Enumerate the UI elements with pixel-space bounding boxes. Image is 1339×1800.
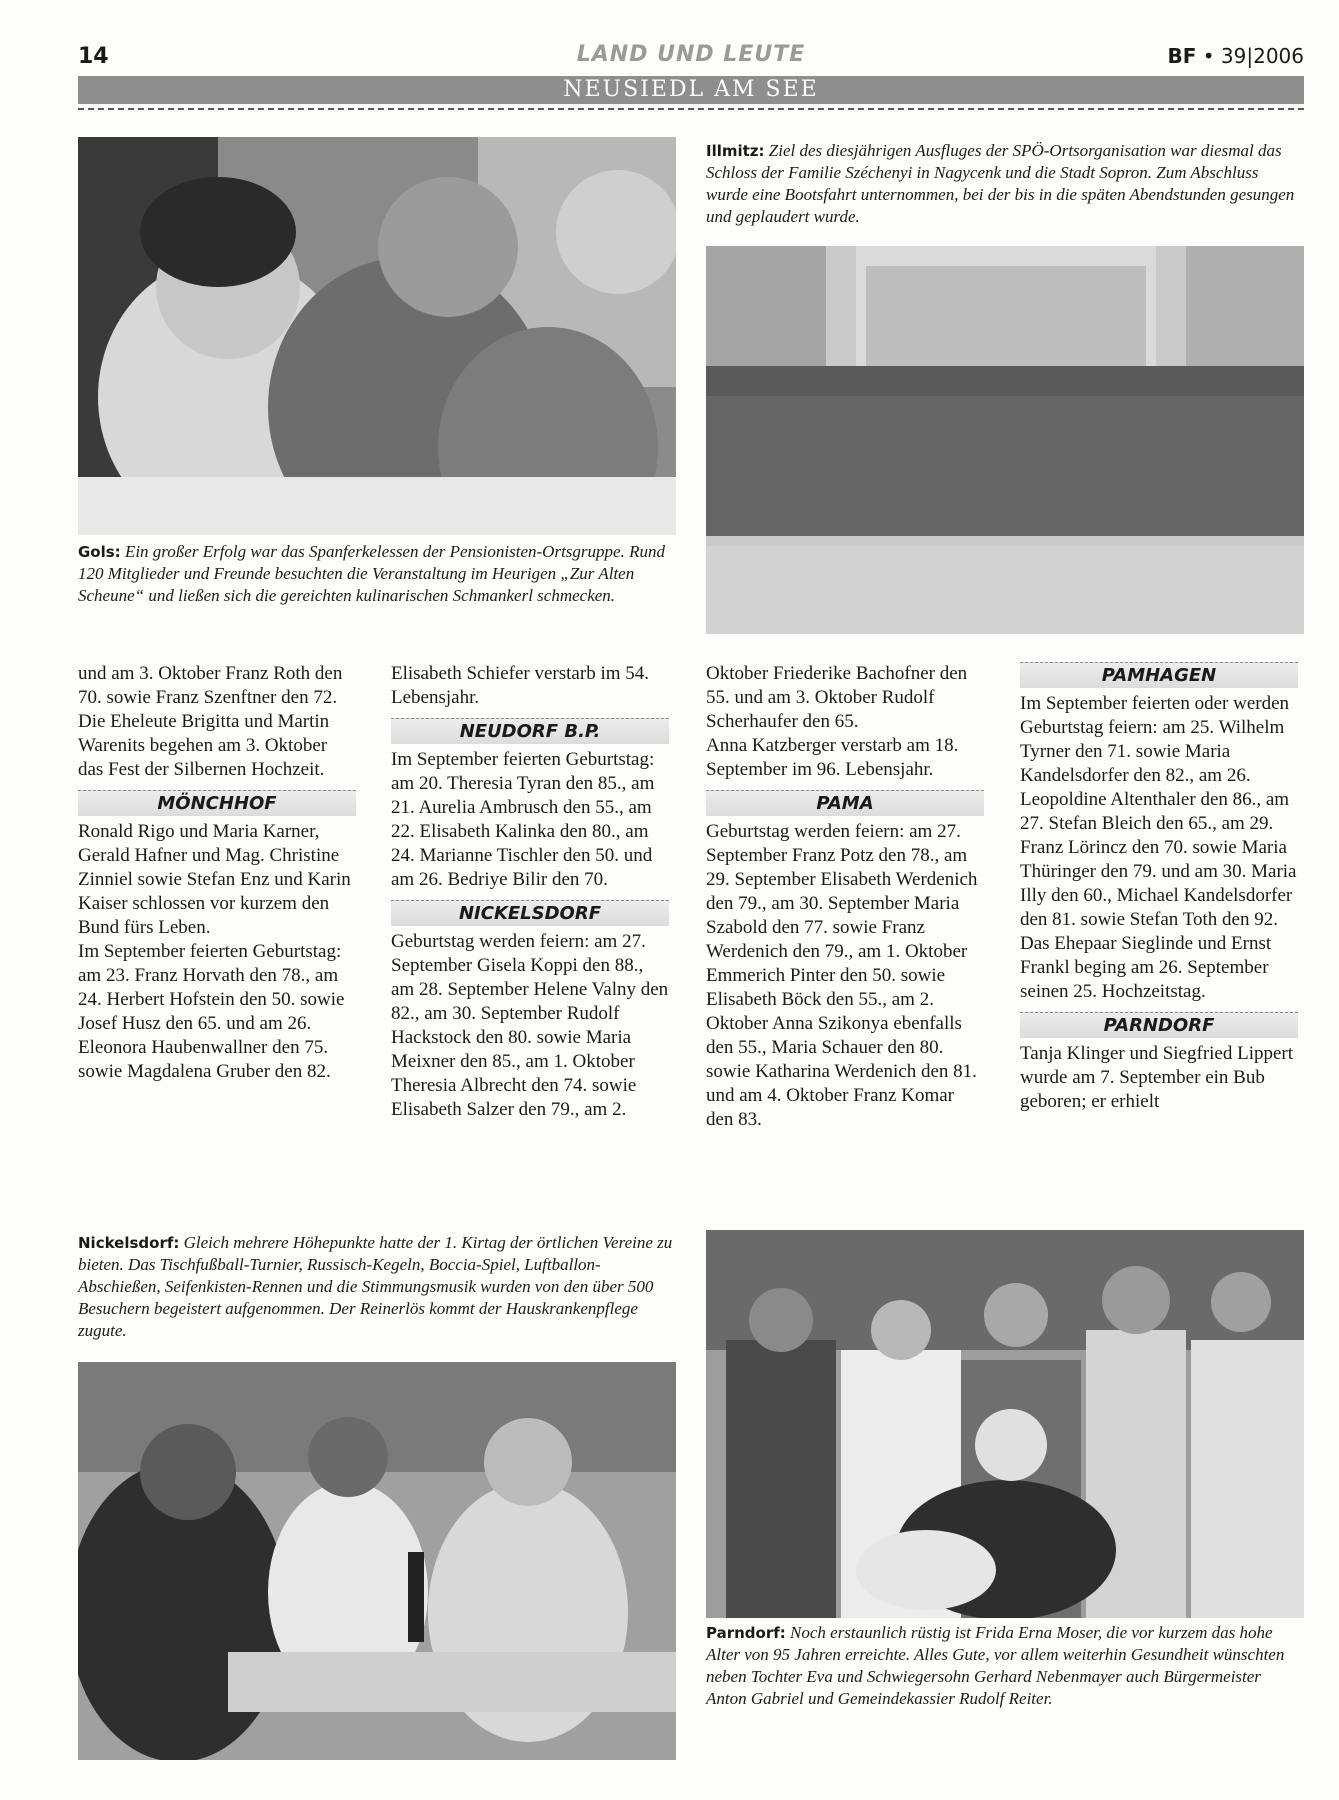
caption-text: Noch erstaunlich rüstig ist Frida Erna Moser, die vor kurzem das hohe Alter von 95 Jahren erreichte. Alles Gute, vor allem weiterhin Gesundheit wünschten neben Tochter Eva und Schwiegersohn Gerhard Nebenmayer auch Bürgermeister Anton Gabriel und Gemeindekassier Rudolf Reiter. [706, 1623, 1285, 1708]
section-title: LAND UND LEUTE [576, 42, 806, 67]
paragraph: Geburtstag werden feiern: am 27. September Gisela Koppi den 88., am 28. September Helene Valny den 82., am 30. September Rudolf Hackstock den 80. sowie Maria Meixner den 85., am 1. Oktober Theresia Albrecht den 74. sowie Elisabeth Salzer den 79., am 2. [391, 931, 669, 1120]
heading-nickelsdorf: NICKELSDORF [391, 900, 669, 926]
heading-parndorf: PARNDORF [1020, 1012, 1298, 1038]
gols-photo [78, 137, 676, 535]
paragraph: Anna Katzberger verstarb am 18. September im 96. Lebensjahr. [706, 735, 959, 780]
illmitz-caption [706, 140, 1304, 228]
caption-text: Gleich mehrere Höhepunkte hatte der 1. Kirtag der örtlichen Vereine zu bieten. Das Tischfußball-Turnier, Russisch-Kegeln, Boccia-Spiel, Luftballon-Abschießen, Seifenkisten-Rennen und die Stimmungsmusik wurden von den über 500 Besuchern begeistert aufgenommen. Der Reinerlös kommt der Hauskrankenpflege zugute. [78, 1233, 673, 1340]
caption-place: Nickelsdorf: [78, 1234, 180, 1252]
issue-separator: • [1202, 44, 1215, 68]
publication-name: BF [1167, 44, 1197, 68]
text-column-3 [706, 662, 984, 1132]
heading-pama: PAMA [706, 790, 984, 816]
text-column-1 [78, 662, 356, 1084]
paragraph: Oktober Friederike Bachofner den 55. und am 3. Oktober Rudolf Scherhaufer den 65. [706, 663, 968, 732]
caption-place: Illmitz: [706, 142, 765, 160]
caption-place: Parndorf: [706, 1624, 786, 1642]
gols-caption [78, 541, 676, 607]
paragraph: Im September feierten Geburtstag: am 20. Theresia Tyran den 85., am 21. Aurelia Ambrusch den 55., am 22. Elisabeth Kalinka den 80., am 24. Marianne Tischler den 50. und am 26. Bedriye Bilir den 70. [391, 749, 655, 890]
nickelsdorf-caption [78, 1232, 676, 1342]
paragraph: Elisabeth Schiefer verstarb im 54. Lebensjahr. [391, 663, 650, 708]
parndorf-caption [706, 1622, 1304, 1710]
heading-pamhagen: PAMHAGEN [1020, 662, 1298, 688]
parndorf-photo [706, 1230, 1304, 1618]
caption-text: Ziel des diesjährigen Ausfluges der SPÖ-Ortsorganisation war diesmal das Schloss der Familie Széchenyi in Nagycenk und die Stadt Sopron. Zum Abschluss wurde eine Bootsfahrt unternommen, bei der bis in die späten Abendstunden gesungen und geplaudert wurde. [706, 141, 1295, 226]
heading-moenchhof: MÖNCHHOF [78, 790, 356, 816]
issue-info [1167, 44, 1304, 68]
caption-place: Gols: [78, 543, 121, 561]
paragraph: Das Ehepaar Sieglinde und Ernst Frankl beging am 26. September seinen 25. Hochzeitstag. [1020, 933, 1272, 1002]
nickelsdorf-photo [78, 1362, 676, 1760]
paragraph: Im September feierten Geburtstag: am 23. Franz Horvath den 78., am 24. Herbert Hofstein den 50. sowie Josef Husz den 65. und am 26. Eleonora Haubenwallner den 75. sowie Magdalena Gruber den 82. [78, 941, 345, 1082]
page-number: 14 [78, 44, 109, 69]
caption-text: Ein großer Erfolg war das Spanferkelessen der Pensionisten-Ortsgruppe. Rund 120 Mitglieder und Freunde besuchten die Veranstaltung im Heurigen „Zur Alten Scheune“ und ließen sich die gereichten kulinarischen Schmankerl schmecken. [78, 542, 665, 605]
region-banner [78, 76, 1304, 104]
paragraph: Die Eheleute Brigitta und Martin Warenits begehen am 3. Oktober das Fest der Silbernen Hochzeit. [78, 711, 330, 780]
page-header [78, 38, 1304, 78]
text-column-2 [391, 662, 669, 1122]
paragraph: Im September feierten oder werden Geburtstag feiern: am 25. Wilhelm Tyrner den 71. sowie Maria Kandelsdorfer den 82., am 26. Leopoldine Altenthaler den 86., am 27. Stefan Bleich den 65., am 29. Franz Lörincz den 70. sowie Maria Thüringer den 79. und am 30. Maria Illy den 60., Michael Kandelsdorfer den 81. sowie Stefan Toth den 92. [1020, 693, 1297, 930]
illmitz-group-photo [706, 246, 1304, 634]
region-title: NEUSIEDL AM SEE [563, 77, 819, 102]
paragraph: Ronald Rigo und Maria Karner, Gerald Hafner und Mag. Christine Zinniel sowie Stefan Enz und Karin Kaiser schlossen vor kurzem den Bund fürs Leben. [78, 821, 351, 938]
issue-number: 39|2006 [1220, 44, 1304, 68]
paragraph: Geburtstag werden feiern: am 27. September Franz Potz den 78., am 29. September Elisabeth Werdenich den 79., am 30. September Maria Szabold den 77. sowie Franz Werdenich den 79., am 1. Oktober Emmerich Pinter den 50. sowie Elisabeth Böck den 55., am 2. Oktober Anna Szikonya ebenfalls den 55., Maria Schauer den 80. sowie Katharina Werdenich den 81. und am 4. Oktober Franz Komar den 83. [706, 821, 978, 1130]
paragraph: und am 3. Oktober Franz Roth den 70. sowie Franz Szenftner den 72. [78, 663, 343, 708]
paragraph: Tanja Klinger und Siegfried Lippert wurde am 7. September ein Bub geboren; er erhielt [1020, 1043, 1294, 1112]
heading-neudorf: NEUDORF B.P. [391, 718, 669, 744]
header-divider [78, 108, 1304, 110]
text-column-4 [1020, 662, 1298, 1114]
